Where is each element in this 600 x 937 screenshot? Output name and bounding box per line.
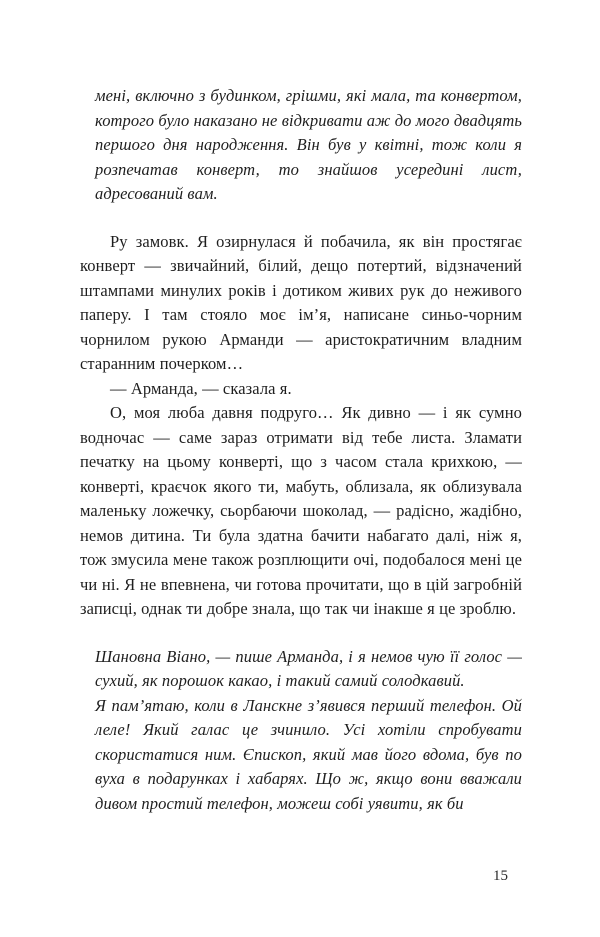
- narrative-paragraph-1: Ру замовк. Я озирнулася й побачила, як він простягає конверт — звичайний, білий, дещо потертий, відзначений штампами минулих років і дотиком живих рук до неживого паперу. І там стояло моє ім’я, написане синьо-чорним чорнилом рукою Арманди — аристократичним владним старанним почерком…: [80, 231, 522, 373]
- letter-paragraph-1: Шановна Віано, — пише Арманда, і я немов чую її голос — сухий, як порошок какао, і такий самий солодкавий.: [95, 646, 522, 690]
- letter-excerpt-paragraph: мені, включно з будинком, грішми, які мала, та конвертом, котрого було наказано не відкривати аж до мого двадцять першого дня народження. Він був у квітні, тож коли я розпечатав конверт, то знайшов усередині лист, адресований вам.: [95, 86, 522, 203]
- page-text: [80, 84, 522, 816]
- page-number: 15: [493, 868, 508, 884]
- letter-paragraph-2: Я пам’ятаю, коли в Ланскне з’явився перший телефон. Ой леле! Який галас це зчинило. Усі хотіли спробувати скористатися ним. Єпископ, який мав його вдома, був по вуха в подарунках і хабарях. Що ж, якщо вони вважали дивом простий телефон, можеш собі уявити, як би: [95, 695, 522, 813]
- narrative-paragraph-2: О, моя люба давня подруго… Як дивно — і як сумно водночас — саме зараз отримати від тебе листа. Зламати печатку на цьому конверті, що з часом стала крихкою, — конверті, краєчок якого ти, мабуть, облизала, як облизувала маленьку ложечку, сьорбаючи шоколад, — радісно, жадібно, немов дитина. Ти була здатна бачити набагато далі, ніж я, тож змусила мене також розплющити очі, подобалося мені це чи ні. Я не впевнена, чи готова прочитати, що в цій загробній записці, однак ти добре знала, що так чи інакше я це зроблю.: [80, 403, 522, 618]
- dialogue-line: — Арманда, — сказала я.: [110, 378, 292, 398]
